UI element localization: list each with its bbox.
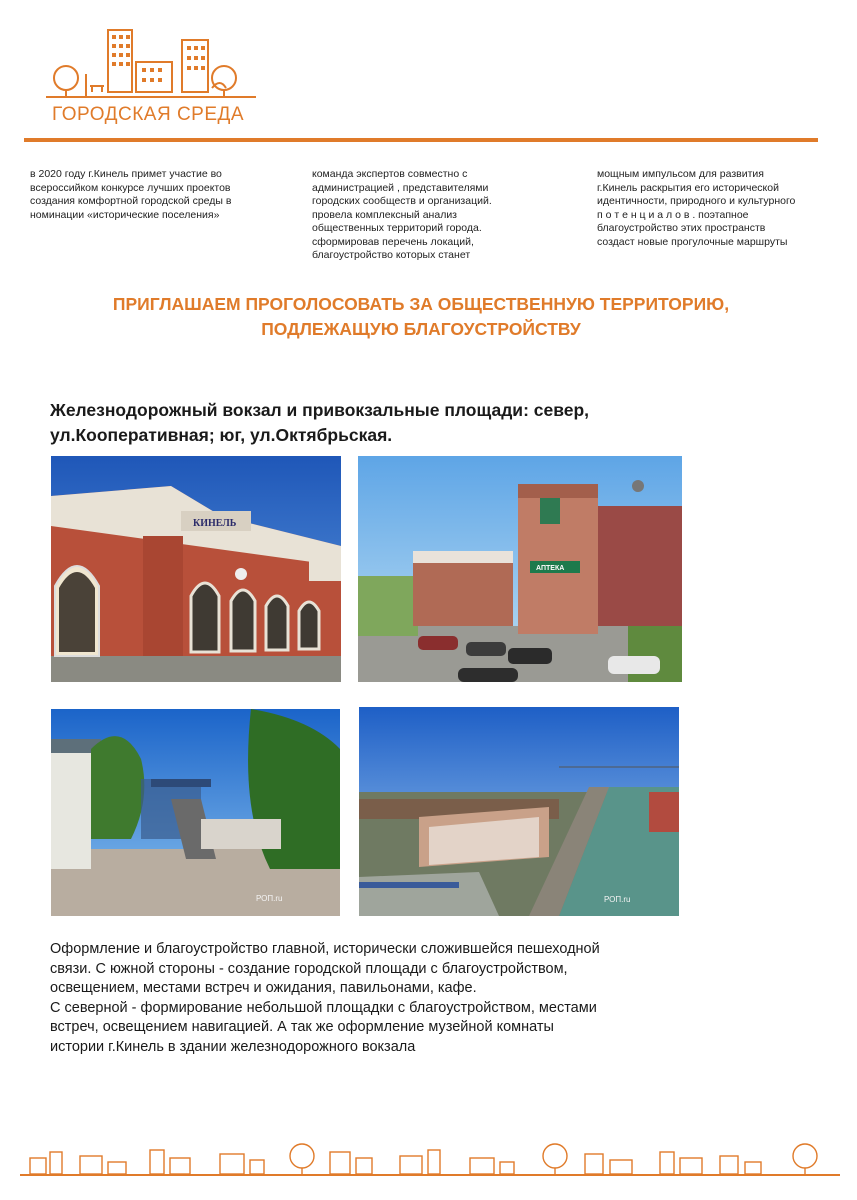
- city-skyline-icon: [20, 1138, 840, 1178]
- intro-line: создаст новые прогулочные маршруты: [597, 235, 788, 248]
- header-divider: [24, 138, 818, 142]
- intro-line: всероссийком конкурсе лучших проектов: [30, 181, 231, 194]
- logo-title: ГОРОДСКАЯ СРЕДА: [52, 104, 245, 125]
- intro-line: мощным импульсом для развития: [597, 168, 764, 180]
- invitation-line-1: ПРИГЛАШАЕМ ПРОГОЛОСОВАТЬ ЗА ОБЩЕСТВЕННУЮ ТЕРРИТОРИЮ,: [112, 294, 730, 314]
- watermark-2: РОП.ru: [604, 895, 631, 904]
- project-description: [50, 940, 690, 1057]
- intro-line: в 2020 году г.Кинель примет участие во: [30, 168, 222, 180]
- pharmacy-sign: АПТЕКА: [536, 565, 565, 572]
- description-line: истории г.Кинель в здании железнодорожного вокзала: [50, 1038, 416, 1055]
- intro-line: сформировав перечень локаций,: [312, 235, 474, 248]
- description-line: С северной - формирование небольшой площадки с благоустройством, местами: [50, 999, 597, 1016]
- description-line: встреч, освещением навигацией. А так же оформление музейной комнаты: [50, 1019, 554, 1035]
- photo-pedestrian-bridge: [51, 709, 340, 916]
- intro-line: идентичности, природного и культурного: [597, 195, 796, 207]
- intro-column-2: [312, 168, 528, 263]
- city-skyline-icon: [46, 26, 256, 106]
- description-line: связи. С южной стороны - создание городской площади с благоустройством,: [50, 960, 568, 977]
- location-line-2: ул.Кооперативная; юг, ул.Октябрьская.: [50, 425, 393, 445]
- watermark-1: РОП.ru: [256, 894, 283, 903]
- intro-column-3: [597, 168, 813, 249]
- intro-line: благоустройство этих пространств: [597, 222, 766, 234]
- logo: [46, 26, 256, 130]
- intro-line: провела комплексный анализ: [312, 208, 457, 221]
- intro-line: г.Кинель раскрытия его исторической: [597, 181, 779, 194]
- intro-line: администрацией , представителями: [312, 181, 489, 194]
- intro-line: п о т е н ц и а л о в . поэтапное: [597, 208, 749, 221]
- intro-line: городских сообществ и организаций.: [312, 195, 492, 207]
- photo-railway-platforms: [359, 707, 679, 916]
- intro-column-1: [30, 168, 254, 222]
- station-sign: КИНЕЛЬ: [193, 518, 237, 529]
- intro-line: благоустройство которых станет: [312, 249, 471, 261]
- description-line: освещением, местами встреч и ожидания, павильонами, кафе.: [50, 980, 477, 996]
- intro-line: создания комфортной городской среды в: [30, 195, 232, 207]
- intro-line: команда экспертов совместно с: [312, 168, 468, 180]
- photo-station-square: [358, 456, 682, 682]
- invitation-heading: [24, 292, 818, 342]
- location-line-1: Железнодорожный вокзал и привокзальные площади: север,: [50, 400, 590, 420]
- photo-station-building: [51, 456, 341, 682]
- intro-line: номинации «исторические поселения»: [30, 208, 220, 221]
- location-title: [50, 398, 690, 448]
- description-line: Оформление и благоустройство главной, исторически сложившейся пешеходной: [50, 941, 600, 957]
- intro-line: общественных территорий города.: [312, 222, 482, 234]
- footer-skyline-ornament: [20, 1138, 840, 1178]
- invitation-line-2: ПОДЛЕЖАЩУЮ БЛАГОУСТРОЙСТВУ: [261, 319, 581, 339]
